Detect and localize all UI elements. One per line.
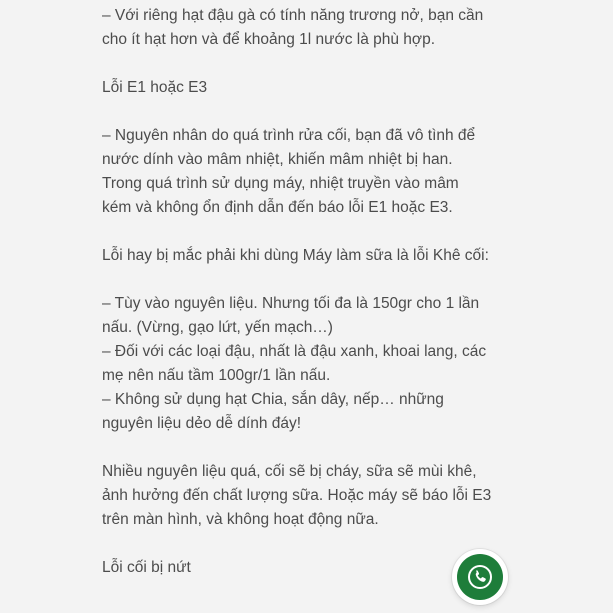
paragraph-overload-warning (102, 460, 522, 532)
heading-cracked-pot: Lỗi cối bị nứt (102, 559, 191, 576)
text-line: kém và không ổn định dẫn đến báo lỗi E1 hoặc E3. (102, 199, 453, 216)
text-line: trên màn hình, và không hoạt động nữa. (102, 511, 379, 528)
text-line: Trong quá trình sử dụng máy, nhiệt truyền vào mâm (102, 175, 459, 192)
text-line: cho ít hạt hơn và để khoảng 1l nước là phù hợp. (102, 31, 436, 48)
heading-error-e1-e3: Lỗi E1 hoặc E3 (102, 79, 208, 96)
call-button[interactable] (452, 549, 508, 605)
text-line: – Với riêng hạt đậu gà có tính năng trương nở, bạn cần (102, 7, 484, 24)
text-line: – Đối với các loại đậu, nhất là đậu xanh, khoai lang, các (102, 343, 487, 360)
text-line: Nhiều nguyên liệu quá, cối sẽ bị cháy, sữa sẽ mùi khê, (102, 463, 477, 480)
text-line: nước dính vào mâm nhiệt, khiến mâm nhiệt bị han. (102, 151, 453, 168)
text-line: – Không sử dụng hạt Chia, sắn dây, nếp… những (102, 391, 444, 408)
text-line: – Tùy vào nguyên liệu. Nhưng tối đa là 150gr cho 1 lần (102, 295, 480, 312)
paragraph-e1-e3-cause (102, 124, 522, 220)
paragraph-ingredient-limits (102, 292, 522, 436)
heading-burnt-pot-error: Lỗi hay bị mắc phải khi dùng Máy làm sữa là lỗi Khê cối: (102, 247, 489, 264)
text-line: – Nguyên nhân do quá trình rửa cối, bạn đã vô tình để (102, 127, 476, 144)
call-button-ring (457, 554, 503, 600)
text-line: nguyên liệu dẻo dễ dính đáy! (102, 415, 302, 432)
text-line: mẹ nên nấu tầm 100gr/1 lần nấu. (102, 367, 331, 384)
article-content (102, 0, 522, 580)
text-line: nấu. (Vừng, gạo lứt, yến mạch…) (102, 319, 333, 336)
phone-icon (465, 562, 495, 592)
text-line: ảnh hưởng đến chất lượng sữa. Hoặc máy sẽ báo lỗi E3 (102, 487, 492, 504)
paragraph-chickpea-tip (102, 4, 522, 52)
